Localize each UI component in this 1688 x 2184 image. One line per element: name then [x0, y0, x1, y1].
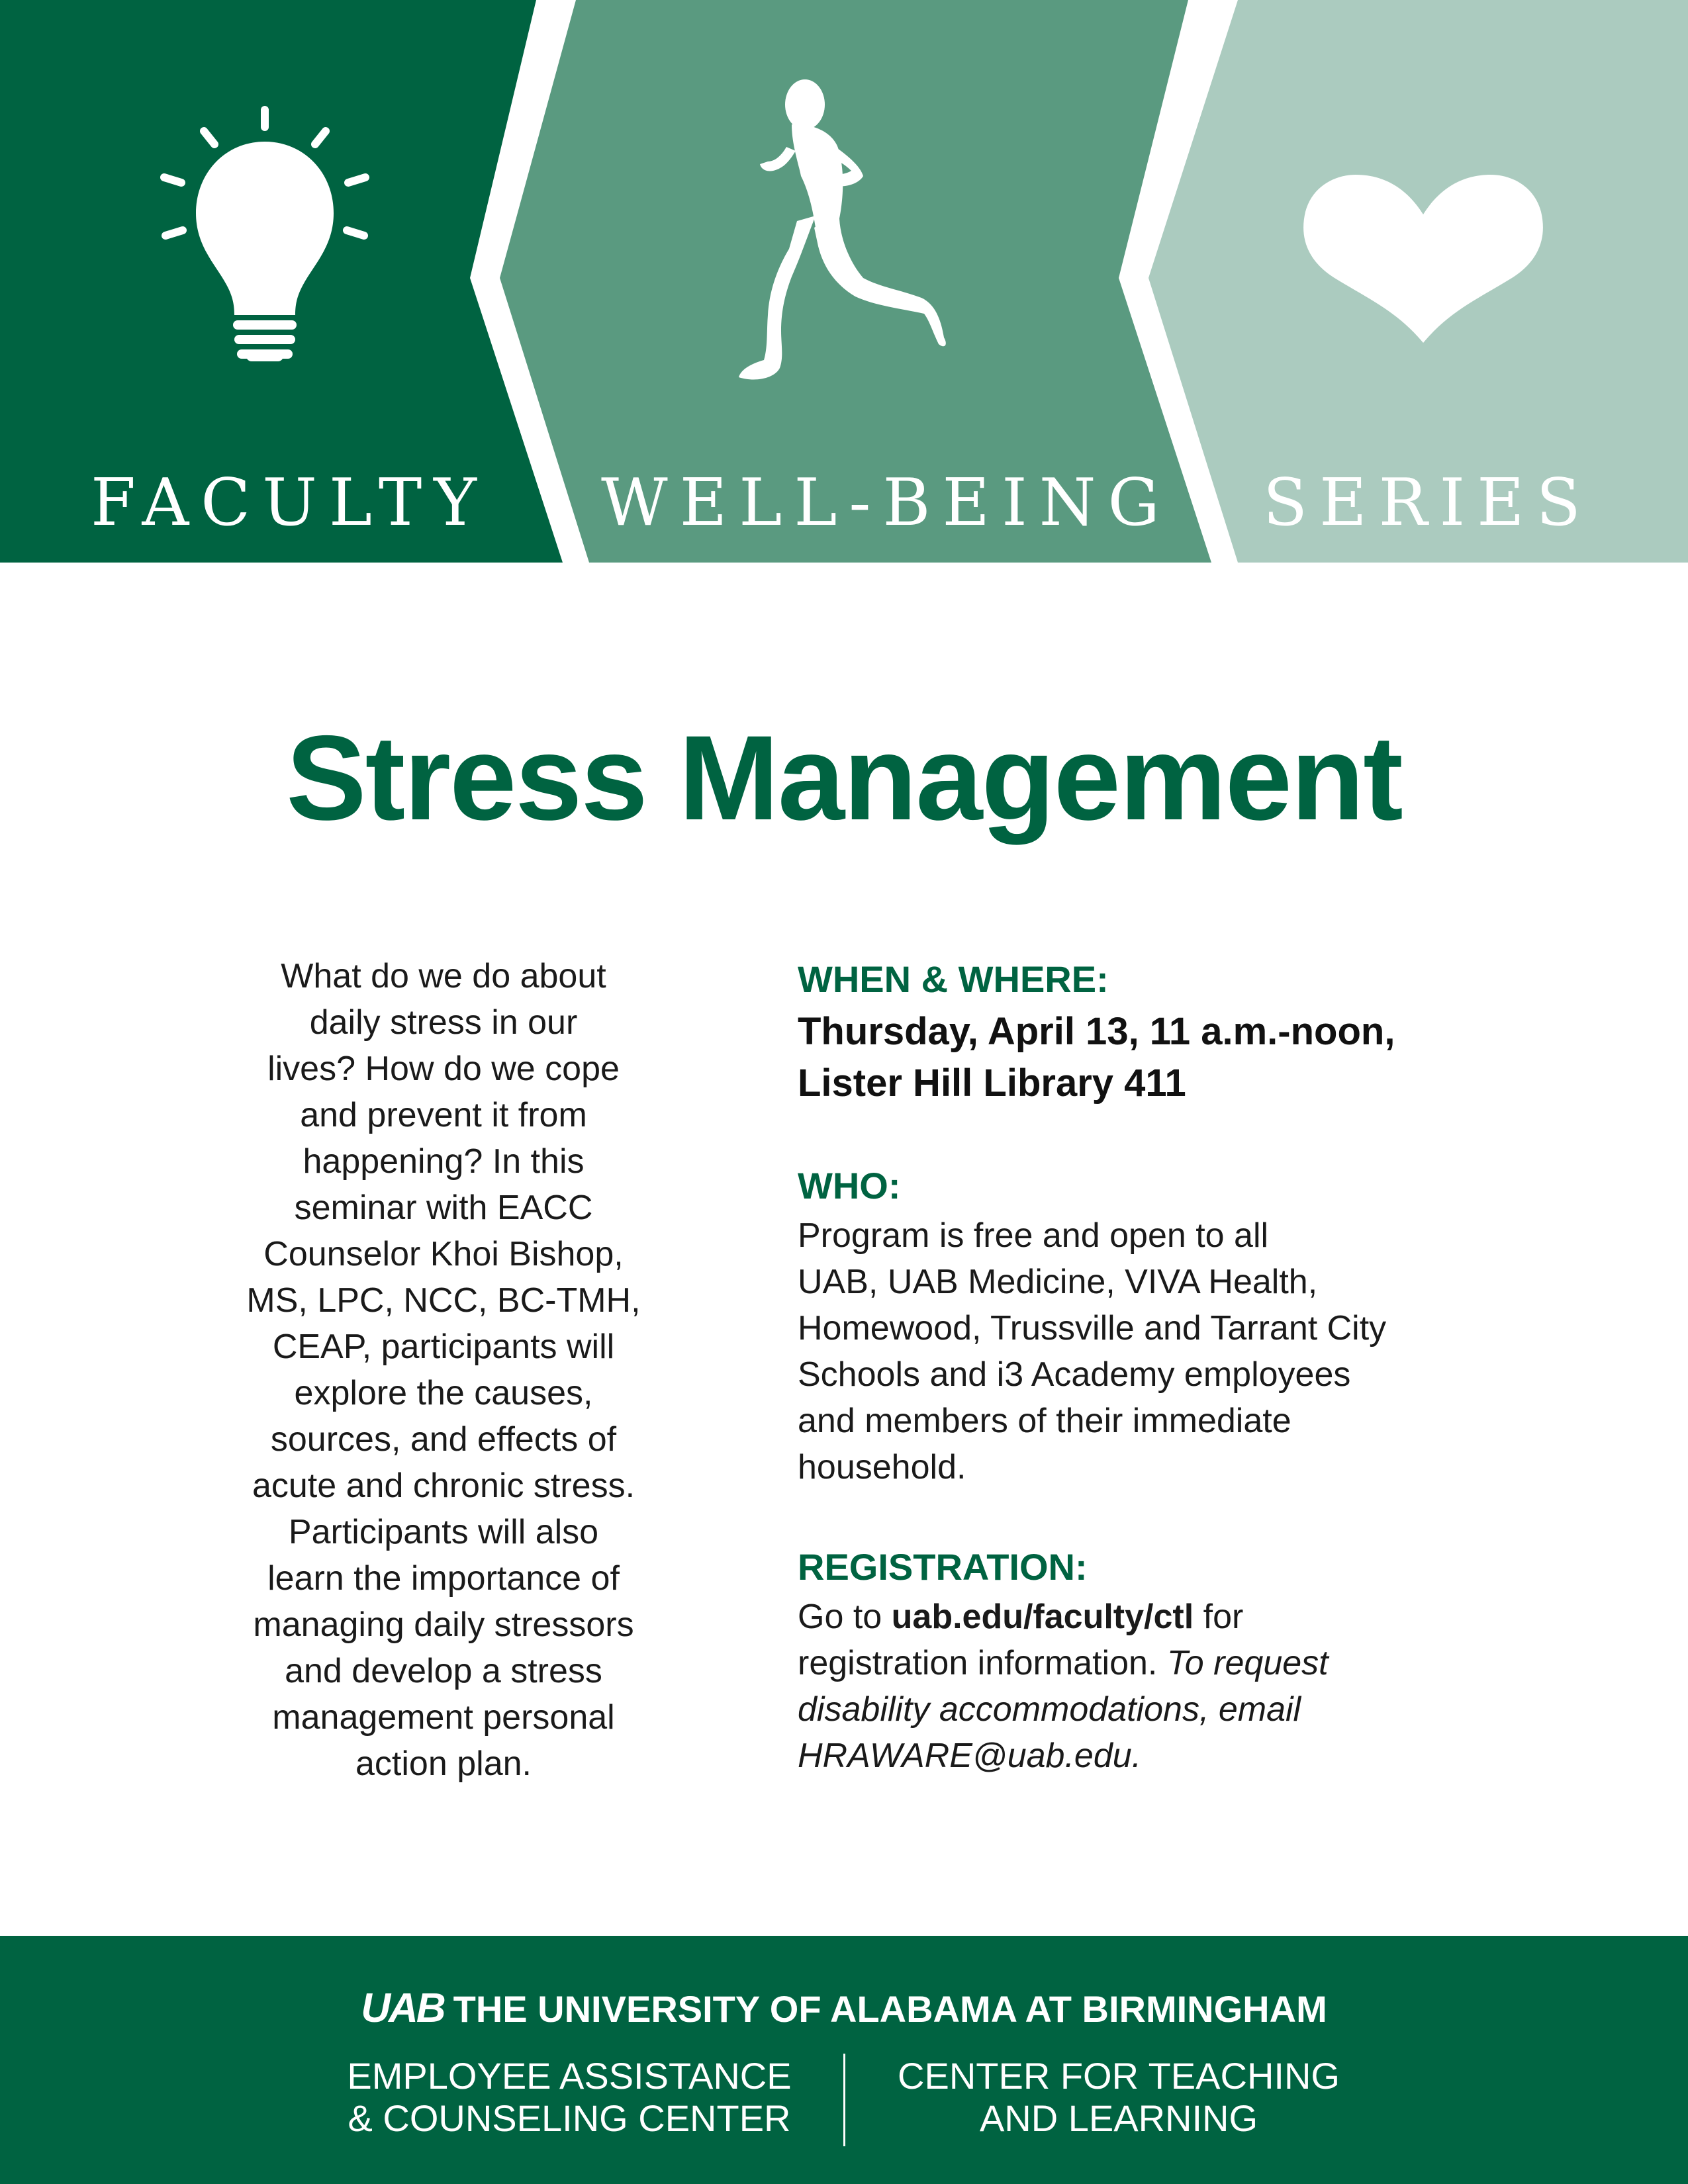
registration-info-text: registration information. [798, 1644, 1167, 1682]
when-where-section [798, 953, 1513, 1109]
accommodation-email[interactable]: HRAWARE@uab.edu. [798, 1737, 1142, 1775]
intro-line: Counselor Khoi Bishop, [263, 1235, 624, 1273]
university-name: THE UNIVERSITY OF ALABAMA AT BIRMINGHAM [453, 1988, 1327, 2030]
who-line: and members of their immediate [798, 1402, 1291, 1440]
intro-line: action plan. [355, 1745, 532, 1783]
who-line: Homewood, Trussville and Tarrant City [798, 1309, 1387, 1347]
banner-word-well-being: WELL-BEING [601, 465, 1172, 541]
registration-heading: REGISTRATION: [798, 1546, 1088, 1588]
dept-eacc [271, 2055, 867, 2140]
registration-section [798, 1541, 1513, 1779]
university-line [0, 1982, 1688, 2036]
footer [0, 1936, 1688, 2184]
accommodation-text-1: To request [1166, 1644, 1329, 1682]
registration-link[interactable]: uab.edu/faculty/ctl [891, 1598, 1194, 1636]
dept-ctl-line-2: AND LEARNING [979, 2097, 1258, 2139]
intro-line: and prevent it from [300, 1096, 587, 1134]
banner-word-series: SERIES [1263, 465, 1593, 541]
intro-paragraph [225, 953, 662, 1787]
intro-line: Participants will also [288, 1513, 599, 1551]
uab-logo: UAB [361, 1985, 444, 2031]
who-section [798, 1160, 1513, 1490]
who-line: Program is free and open to all [798, 1216, 1269, 1255]
accommodation-text-2: disability accommodations, email [798, 1690, 1301, 1729]
intro-line: and develop a stress [285, 1652, 602, 1690]
intro-line: What do we do about [281, 957, 606, 995]
intro-line: explore the causes, [294, 1374, 593, 1412]
dept-ctl [821, 2055, 1417, 2140]
intro-line: lives? How do we cope [267, 1050, 620, 1088]
dept-ctl-line-1: CENTER FOR TEACHING [898, 2055, 1340, 2097]
intro-line: seminar with EACC [294, 1189, 593, 1227]
intro-line: daily stress in our [309, 1003, 578, 1042]
banner-word-faculty: FACULTY [91, 465, 489, 541]
page-title: Stress Management [286, 710, 1402, 845]
intro-line: MS, LPC, NCC, BC-TMH, [246, 1281, 641, 1320]
intro-line: learn the importance of [267, 1559, 620, 1598]
dept-eacc-line-1: EMPLOYEE ASSISTANCE [347, 2055, 792, 2097]
event-date-time: Thursday, April 13, 11 a.m.-noon, [798, 1010, 1395, 1053]
registration-line-2 [798, 1640, 1513, 1686]
intro-line: management personal [272, 1698, 615, 1737]
intro-line: CEAP, participants will [272, 1328, 615, 1366]
dept-eacc-line-2: & COUNSELING CENTER [348, 2097, 791, 2139]
intro-line: sources, and effects of [270, 1420, 617, 1459]
when-where-heading: WHEN & WHERE: [798, 958, 1109, 1000]
who-line: household. [798, 1448, 966, 1486]
intro-line: acute and chronic stress. [252, 1467, 635, 1505]
who-heading: WHO: [798, 1165, 901, 1206]
registration-for: for [1194, 1598, 1244, 1636]
registration-go-to: Go to [798, 1598, 892, 1636]
who-line: Schools and i3 Academy employees [798, 1355, 1351, 1394]
who-line: UAB, UAB Medicine, VIVA Health, [798, 1263, 1318, 1301]
event-location: Lister Hill Library 411 [798, 1062, 1186, 1105]
event-details [798, 953, 1513, 1779]
intro-line: happening? In this [303, 1142, 585, 1181]
registration-line-1 [798, 1594, 1513, 1640]
intro-line: managing daily stressors [253, 1606, 634, 1644]
